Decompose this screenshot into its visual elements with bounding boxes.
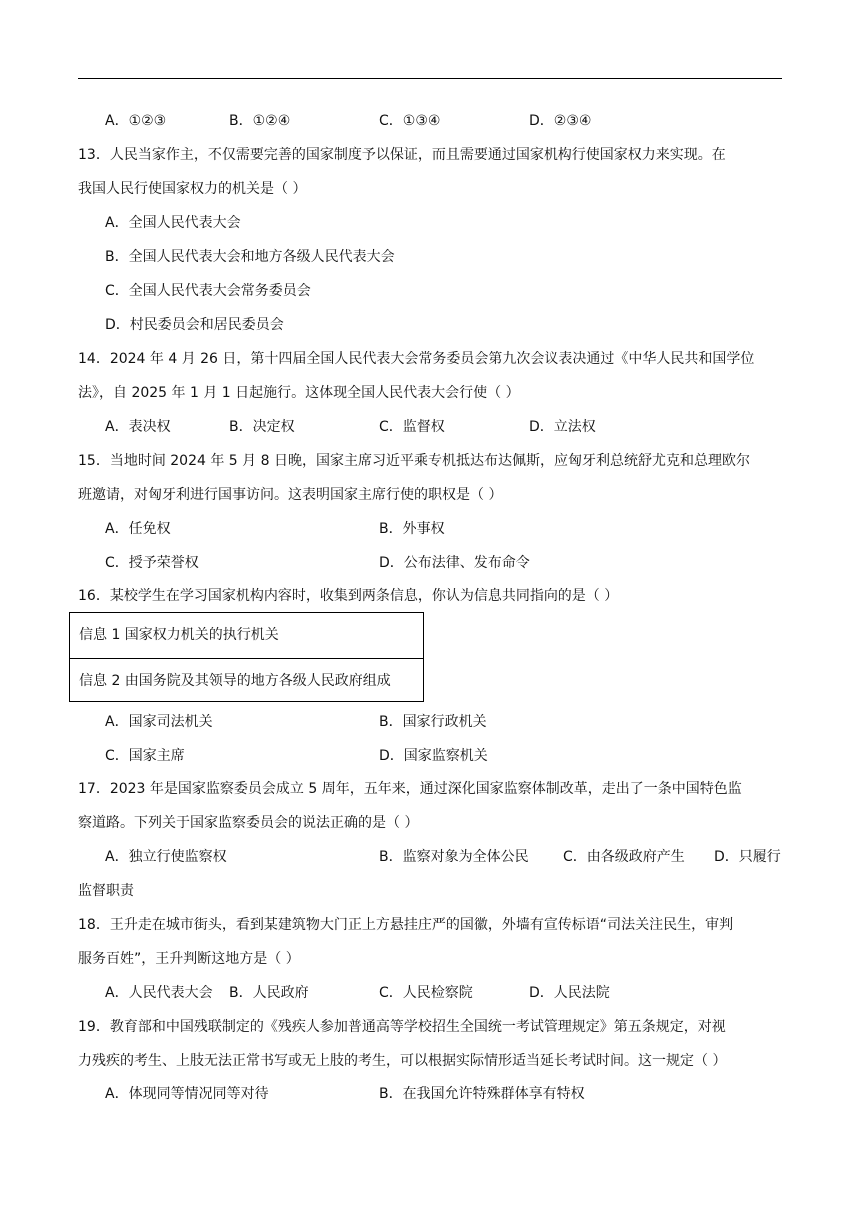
q17-option-d-cont: 监督职责 <box>78 883 134 899</box>
q16-info-table <box>69 612 424 702</box>
q15-stem-line1: 15．当地时间 2024 年 5 月 8 日晚，国家主席习近平乘专机抵达布达佩斯，应匈牙利总统舒尤克和总理欧尔 <box>78 453 750 469</box>
q12-option-c: C．①③④ <box>379 113 441 129</box>
q15-option-a: A．任免权 <box>105 521 171 537</box>
q14-option-b: B．决定权 <box>229 419 295 435</box>
q17-option-c: C．由各级政府产生 <box>563 849 685 865</box>
q16-info-2: 信息 2 由国务院及其领导的地方各级人民政府组成 <box>79 673 391 689</box>
q18-option-b: B．人民政府 <box>229 985 309 1001</box>
q13-stem-line1: 13．人民当家作主，不仅需要完善的国家制度予以保证，而且需要通过国家机构行使国家权力来实现。在 <box>78 147 726 163</box>
q13-stem-line2: 我国人民行使国家权力的机关是（ ） <box>78 181 307 197</box>
q16-info-1: 信息 1 国家权力机关的执行机关 <box>79 627 279 643</box>
q13-option-a: A．全国人民代表大会 <box>105 215 241 231</box>
q19-option-a: A．体现同等情况同等对待 <box>105 1086 269 1102</box>
q15-option-d: D．公布法律、发布命令 <box>379 555 530 571</box>
q15-option-b: B．外事权 <box>379 521 445 537</box>
q16-option-a: A．国家司法机关 <box>105 714 213 730</box>
q12-option-a: A．①②③ <box>105 113 167 129</box>
q19-stem-line1: 19．教育部和中国残联制定的《残疾人参加普通高等学校招生全国统一考试管理规定》第五条规定，对视 <box>78 1019 726 1035</box>
q17-option-a: A．独立行使监察权 <box>105 849 227 865</box>
q16-option-c: C．国家主席 <box>105 748 185 764</box>
q17-option-b: B．监察对象为全体公民 <box>379 849 529 865</box>
header-rule <box>78 78 782 79</box>
q12-option-d: D．②③④ <box>529 113 592 129</box>
q16-info-row-1 <box>70 613 423 658</box>
q19-option-b: B．在我国允许特殊群体享有特权 <box>379 1086 585 1102</box>
q15-stem-line2: 班邀请，对匈牙利进行国事访问。这表明国家主席行使的职权是（ ） <box>78 487 503 503</box>
q16-option-d: D．国家监察机关 <box>379 748 488 764</box>
q16-stem-line1: 16．某校学生在学习国家机构内容时，收集到两条信息，你认为信息共同指向的是（ ） <box>78 588 619 604</box>
q19-stem-line2: 力残疾的考生、上肢无法正常书写或无上肢的考生，可以根据实际情形适当延长考试时间。这一规定（ ） <box>78 1053 727 1069</box>
q14-option-c: C．监督权 <box>379 419 445 435</box>
q14-option-a: A．表决权 <box>105 419 171 435</box>
q16-info-row-2 <box>70 658 423 703</box>
q13-option-d: D．村民委员会和居民委员会 <box>105 317 284 333</box>
q17-option-d: D．只履行 <box>714 849 781 865</box>
q18-stem-line2: 服务百姓”，王升判断这地方是（ ） <box>78 951 300 967</box>
q17-stem-line1: 17．2023 年是国家监察委员会成立 5 周年，五年来，通过深化国家监察体制改革，走出了一条中国特色监 <box>78 781 742 797</box>
q14-option-d: D．立法权 <box>529 419 596 435</box>
q18-option-c: C．人民检察院 <box>379 985 473 1001</box>
q13-option-b: B．全国人民代表大会和地方各级人民代表大会 <box>105 249 395 265</box>
q18-option-d: D．人民法院 <box>529 985 610 1001</box>
q18-option-a: A．人民代表大会 <box>105 985 213 1001</box>
q18-stem-line1: 18．王升走在城市街头，看到某建筑物大门正上方悬挂庄严的国徽，外墙有宣传标语“司法关注民生，审判 <box>78 917 734 933</box>
q16-option-b: B．国家行政机关 <box>379 714 487 730</box>
q15-option-c: C．授予荣誉权 <box>105 555 199 571</box>
q14-stem-line2: 法》，自 2025 年 1 月 1 日起施行。这体现全国人民代表大会行使（ ） <box>78 385 520 401</box>
q14-stem-line1: 14．2024 年 4 月 26 日，第十四届全国人民代表大会常务委员会第九次会议表决通过《中华人民共和国学位 <box>78 351 755 367</box>
q13-option-c: C．全国人民代表大会常务委员会 <box>105 283 311 299</box>
q17-stem-line2: 察道路。下列关于国家监察委员会的说法正确的是（ ） <box>78 815 419 831</box>
q12-option-b: B．①②④ <box>229 113 291 129</box>
